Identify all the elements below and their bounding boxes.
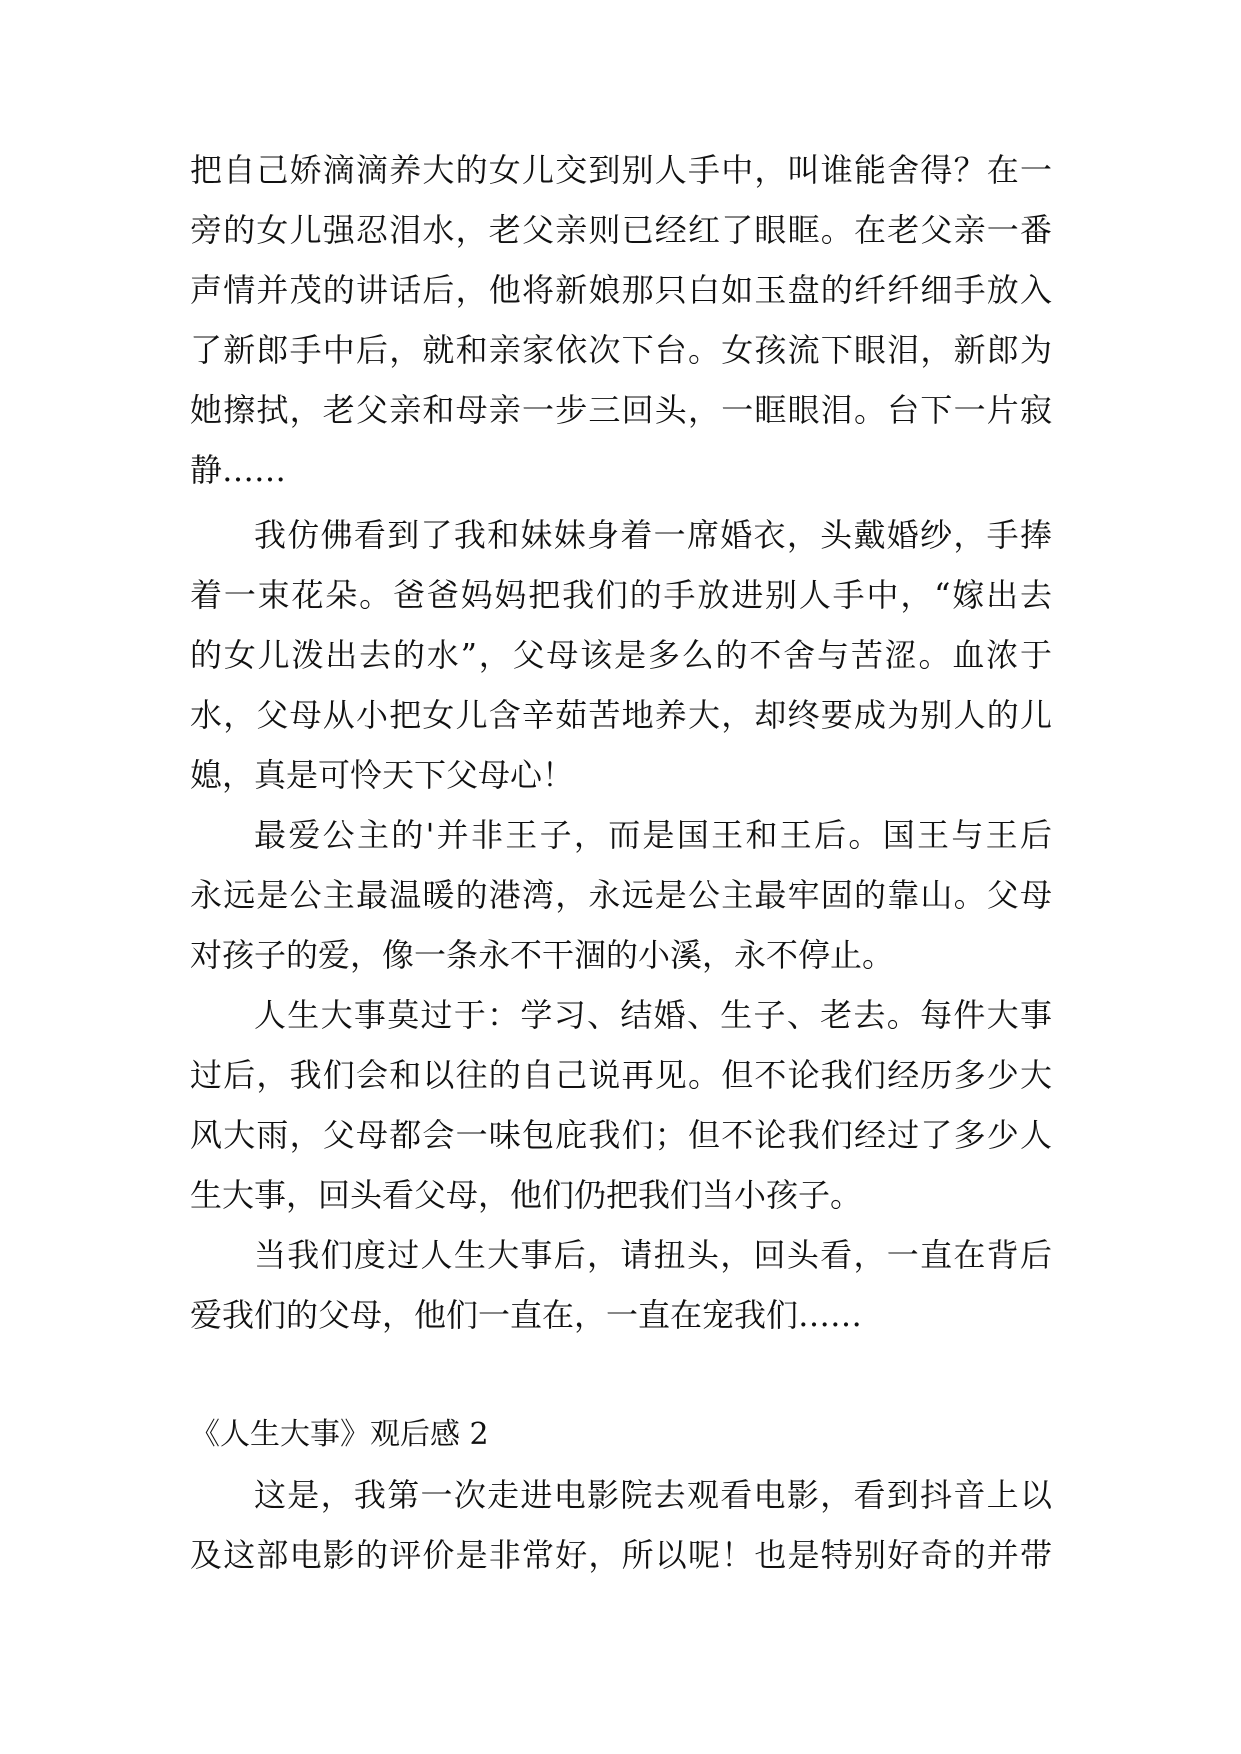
paragraph-line: 及这部电影的评价是非常好，所以呢！也是特别好奇的并带	[190, 1536, 1052, 1574]
paragraph-line: 她擦拭，老父亲和母亲一步三回头，一眶眼泪。台下一片寂	[190, 391, 1052, 429]
paragraph-line: 水，父母从小把女儿含辛茹苦地养大，却终要成为别人的儿	[190, 696, 1052, 734]
paragraph-line: 旁的女儿强忍泪水，老父亲则已经红了眼眶。在老父亲一番	[190, 211, 1052, 249]
paragraph-line: 把自己娇滴滴养大的女儿交到别人手中，叫谁能舍得？在一	[190, 151, 1052, 189]
section-title: 《人生大事》观后感 2	[190, 1417, 489, 1452]
paragraph-line: 了新郎手中后，就和亲家依次下台。女孩流下眼泪，新郎为	[190, 331, 1052, 369]
paragraph-line: 过后，我们会和以往的自己说再见。但不论我们经历多少大	[190, 1056, 1052, 1094]
paragraph-line: 媳，真是可怜天下父母心！	[190, 756, 575, 794]
paragraph-line: 静……	[190, 451, 287, 489]
paragraph-line: 风大雨，父母都会一味包庇我们；但不论我们经过了多少人	[190, 1116, 1052, 1154]
paragraph-line: 这是，我第一次走进电影院去观看电影，看到抖音上以	[254, 1476, 1052, 1514]
paragraph-line: 对孩子的爱，像一条永不干涸的小溪，永不停止。	[190, 936, 895, 974]
paragraph-line: 最爱公主的'并非王子，而是国王和王后。国王与王后	[254, 816, 1052, 854]
paragraph-line: 当我们度过人生大事后，请扭头，回头看，一直在背后	[254, 1236, 1052, 1274]
paragraph-line: 爱我们的父母，他们一直在，一直在宠我们……	[190, 1296, 863, 1334]
paragraph-line: 声情并茂的讲话后，他将新娘那只白如玉盘的纤纤细手放入	[190, 271, 1052, 309]
paragraph-line: 我仿佛看到了我和妹妹身着一席婚衣，头戴婚纱，手捧	[254, 516, 1052, 554]
paragraph-line: 的女儿泼出去的水”，父母该是多么的不舍与苦涩。血浓于	[190, 636, 1052, 674]
paragraph-line: 人生大事莫过于：学习、结婚、生子、老去。每件大事	[254, 996, 1052, 1034]
paragraph-line: 生大事，回头看父母，他们仍把我们当小孩子。	[190, 1176, 863, 1214]
paragraph-line: 永远是公主最温暖的港湾，永远是公主最牢固的靠山。父母	[190, 876, 1052, 914]
paragraph-line: 着一束花朵。爸爸妈妈把我们的手放进别人手中，“嫁出去	[190, 576, 1052, 614]
